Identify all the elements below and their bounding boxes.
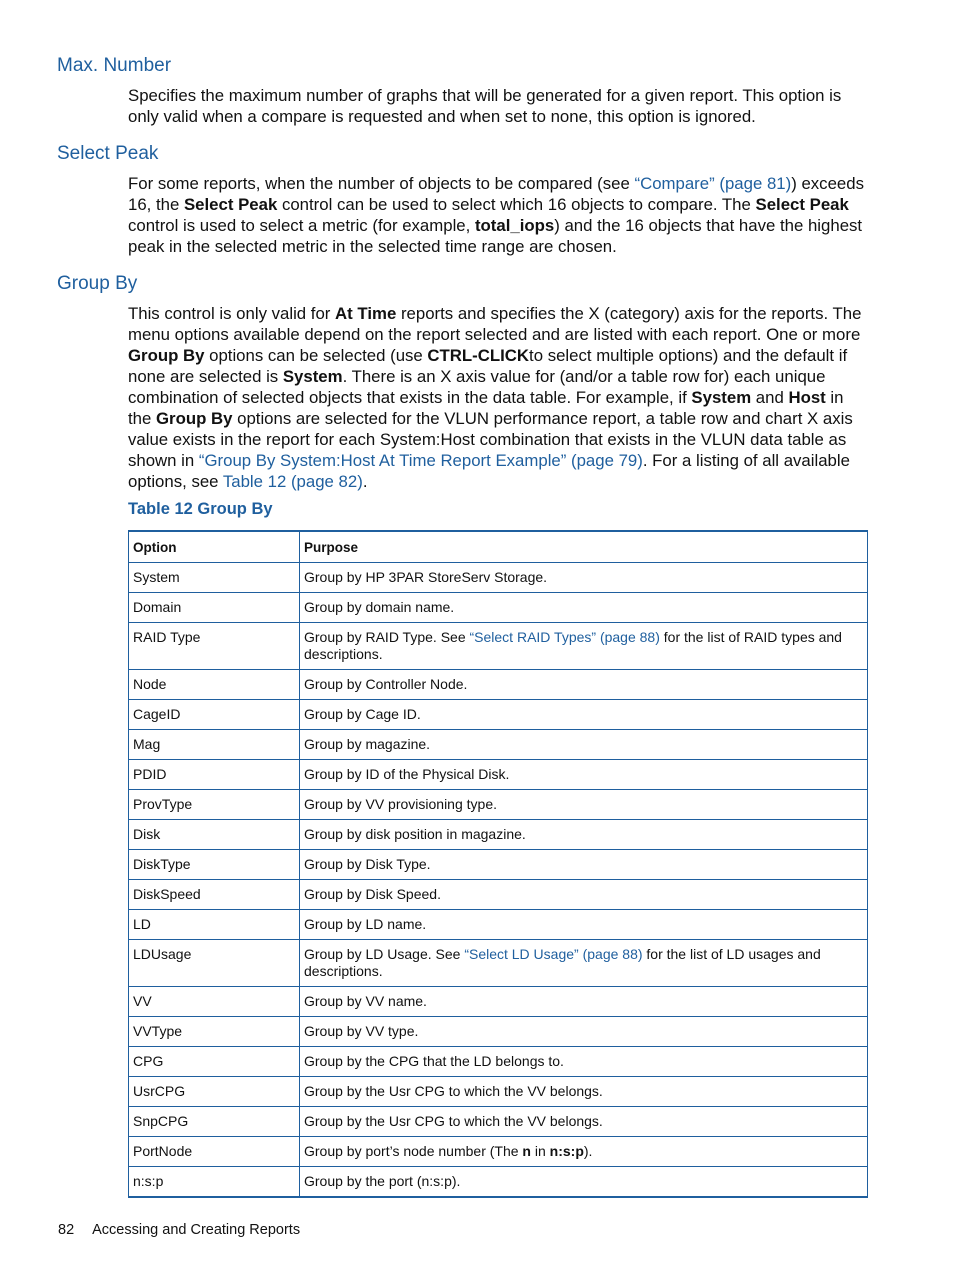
table-row — [129, 1047, 868, 1077]
option-cell: PDID — [129, 760, 300, 790]
purpose-cell: Group by VV name. — [300, 987, 868, 1017]
purpose-cell: Group by VV type. — [300, 1017, 868, 1047]
compare-link[interactable]: “Compare” (page 81) — [634, 174, 792, 193]
option-cell: Domain — [129, 593, 300, 623]
header-purpose: Purpose — [300, 531, 868, 563]
table-row — [129, 730, 868, 760]
heading-select-peak: Select Peak — [57, 143, 159, 164]
select-peak-text: For some reports, when the number of objects to be compared (see “Compare” (page 81)) exceeds 16, the Select Peak control can be used to select which 16 objects to compare. The Select Peak control is used to select a metric (for example, total_iops) and the 16 objects that have the highest peak in the selected metric in the selected time range are chosen. — [128, 174, 864, 256]
purpose-text: ). — [583, 1143, 593, 1159]
option-cell: n:s:p — [129, 1167, 300, 1198]
table-row — [129, 1077, 868, 1107]
group-by-table — [128, 530, 868, 1198]
table-row — [129, 670, 868, 700]
page-number: 82 — [58, 1222, 75, 1238]
table-row — [129, 623, 868, 670]
purpose-cell: Group by the Usr CPG to which the VV belongs. — [300, 1107, 868, 1137]
option-cell: SnpCPG — [129, 1107, 300, 1137]
option-cell: CageID — [129, 700, 300, 730]
option-cell: ProvType — [129, 790, 300, 820]
table-row — [129, 850, 868, 880]
table-row — [129, 593, 868, 623]
page-footer — [58, 1222, 300, 1238]
purpose-cell: Group by Cage ID. — [300, 700, 868, 730]
table-row — [129, 820, 868, 850]
purpose-link[interactable]: “Select LD Usage” (page 88) — [464, 946, 643, 962]
purpose-cell: Group by Controller Node. — [300, 670, 868, 700]
purpose-cell — [300, 940, 868, 987]
purpose-bold: n — [522, 1143, 531, 1159]
option-cell: LDUsage — [129, 940, 300, 987]
purpose-cell: Group by ID of the Physical Disk. — [300, 760, 868, 790]
table-row — [129, 563, 868, 593]
purpose-text: in — [530, 1143, 550, 1159]
purpose-cell: Group by the port (n:s:p). — [300, 1167, 868, 1198]
purpose-text: Group by port’s node number (The — [304, 1143, 523, 1159]
purpose-cell: Group by VV provisioning type. — [300, 790, 868, 820]
option-cell: DiskType — [129, 850, 300, 880]
option-cell: VVType — [129, 1017, 300, 1047]
purpose-text: for the list of LD usages and descriptions. — [304, 946, 821, 979]
option-cell: RAID Type — [129, 623, 300, 670]
purpose-text: Group by LD Usage. See — [304, 946, 465, 962]
table-row — [129, 1137, 868, 1167]
option-cell: LD — [129, 910, 300, 940]
purpose-text: Group by RAID Type. See — [304, 629, 470, 645]
group-by-text: This control is only valid for At Time reports and specifies the X (category) axis for the reports. The menu options available depend on the report selected and are listed with each report. One or more Group By options can be selected (use CTRL-CLICKto select multiple options) and the default if none are selected is System. There is an X axis value for (and/or a table row for) each unique combination of selected objects that exists in the data table. For example, if System and Host in the Group By options are selected for the VLUN performance report, a table row and chart X axis value exists in the report for each System:Host combination that exists in the VLUN data table as shown in “Group By System:Host At Time Report Example” (page 79). For a listing of all available options, see Table 12 (page 82). — [128, 304, 862, 491]
table-row — [129, 910, 868, 940]
option-cell: Mag — [129, 730, 300, 760]
table-caption: Table 12 Group By — [128, 500, 273, 518]
heading-max-number: Max. Number — [57, 55, 172, 76]
purpose-text: for the list of RAID types and descriptions. — [304, 629, 842, 662]
option-cell: DiskSpeed — [129, 880, 300, 910]
purpose-link[interactable]: “Select RAID Types” (page 88) — [469, 629, 660, 645]
option-cell: System — [129, 563, 300, 593]
table-row — [129, 940, 868, 987]
purpose-cell: Group by Disk Speed. — [300, 880, 868, 910]
option-cell: Node — [129, 670, 300, 700]
table-row — [129, 760, 868, 790]
option-cell: VV — [129, 987, 300, 1017]
option-cell: UsrCPG — [129, 1077, 300, 1107]
max-number-text: Specifies the maximum number of graphs that will be generated for a given report. This option is only valid when a compare is requested and when set to none, this option is ignored. — [128, 86, 842, 126]
purpose-cell: Group by Disk Type. — [300, 850, 868, 880]
table-row — [129, 1107, 868, 1137]
purpose-bold: n:s:p — [549, 1143, 584, 1159]
purpose-cell: Group by LD name. — [300, 910, 868, 940]
header-option: Option — [129, 531, 300, 563]
table-row — [129, 880, 868, 910]
group-by-example-link[interactable]: “Group By System:Host At Time Report Example” (page 79) — [198, 451, 643, 470]
table-row — [129, 700, 868, 730]
option-cell: CPG — [129, 1047, 300, 1077]
purpose-cell — [300, 623, 868, 670]
purpose-cell: Group by the Usr CPG to which the VV belongs. — [300, 1077, 868, 1107]
purpose-cell: Group by disk position in magazine. — [300, 820, 868, 850]
purpose-cell: Group by magazine. — [300, 730, 868, 760]
option-cell: Disk — [129, 820, 300, 850]
table-row — [129, 790, 868, 820]
purpose-cell — [300, 1137, 868, 1167]
heading-group-by: Group By — [57, 273, 138, 294]
table-header-row — [129, 531, 868, 563]
purpose-cell: Group by HP 3PAR StoreServ Storage. — [300, 563, 868, 593]
table-row — [129, 1167, 868, 1198]
footer-title: Accessing and Creating Reports — [92, 1222, 301, 1238]
table-12-link[interactable]: Table 12 (page 82) — [222, 472, 363, 491]
purpose-cell: Group by the CPG that the LD belongs to. — [300, 1047, 868, 1077]
table-row — [129, 1017, 868, 1047]
option-cell: PortNode — [129, 1137, 300, 1167]
table-row — [129, 987, 868, 1017]
purpose-cell: Group by domain name. — [300, 593, 868, 623]
